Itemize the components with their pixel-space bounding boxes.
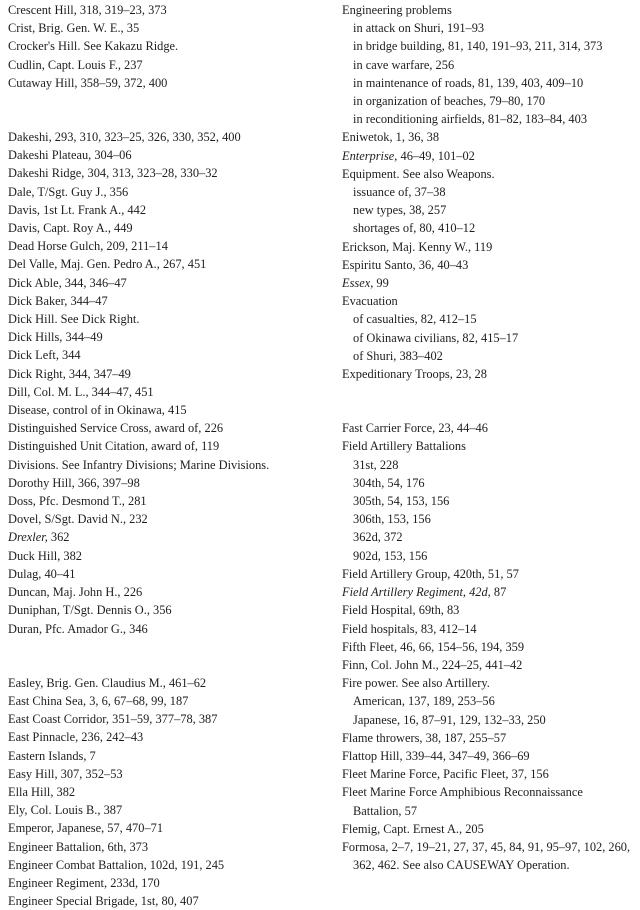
- index-entry: Dick Hill. See Dick Right.: [8, 312, 140, 327]
- index-subentry: shortages of, 80, 410–12: [353, 221, 476, 236]
- index-subentry: in attack on Shuri, 191–93: [353, 21, 485, 36]
- index-entry: Fleet Marine Force Amphibious Reconnaissance Battalion, 57: [342, 785, 583, 818]
- index-subentry: in organization of beaches, 79–80, 170: [353, 94, 546, 109]
- index-entry: Dakeshi Ridge, 304, 313, 323–28, 330–32: [8, 166, 218, 181]
- index-entry: Finn, Col. John M., 224–25, 441–42: [342, 657, 523, 672]
- index-entry: Engineer Battalion, 6th, 373: [8, 839, 149, 854]
- index-subentry: of Shuri, 383–402: [353, 348, 443, 363]
- index-entry: Field hospitals, 83, 412–14: [342, 621, 477, 636]
- index-entry: Evacuation: [342, 294, 398, 309]
- index-entry: East China Sea, 3, 6, 67–68, 99, 187: [8, 693, 189, 708]
- index-entry: [8, 528, 316, 546]
- index-subentry: 306th, 153, 156: [353, 512, 431, 527]
- index-entry: Dead Horse Gulch, 209, 211–14: [8, 239, 168, 254]
- index-entry: Fire power. See also Artillery.: [342, 676, 490, 691]
- index-column-right: [342, 1, 634, 874]
- index-entry: Field Artillery Group, 420th, 51, 57: [342, 566, 519, 581]
- index-entry-pages: 362: [47, 530, 70, 545]
- index-subentry: of casualties, 82, 412–15: [353, 312, 477, 327]
- index-entry: [342, 147, 634, 165]
- index-entry: Fifth Fleet, 46, 66, 154–56, 194, 359: [342, 639, 525, 654]
- index-entry-italic-name: Field Artillery Regiment, 42d,: [342, 585, 491, 600]
- index-entry: Dale, T/Sgt. Guy J., 356: [8, 184, 129, 199]
- index-entry-pages: 87: [490, 585, 507, 600]
- index-entry: Distinguished Unit Citation, award of, 119: [8, 439, 220, 454]
- index-entry: Crescent Hill, 318, 319–23, 373: [8, 3, 167, 17]
- index-entry: Flattop Hill, 339–44, 347–49, 366–69: [342, 748, 530, 763]
- index-entry: Del Valle, Maj. Gen. Pedro A., 267, 451: [8, 257, 207, 272]
- index-entry: Engineering problems: [342, 3, 452, 17]
- index-entry: [342, 583, 634, 601]
- index-entry: Formosa, 2–7, 19–21, 27, 37, 45, 84, 91, 95–97, 102, 260, 362, 462. See also CAUSEWAY Operation.: [342, 839, 631, 873]
- index-subentry: 902d, 153, 156: [353, 548, 428, 563]
- index-entry: Dick Baker, 344–47: [8, 293, 108, 308]
- index-entry: Ely, Col. Louis B., 387: [8, 803, 123, 818]
- index-entry: Dick Left, 344: [8, 348, 81, 363]
- index-entry: Duck Hill, 382: [8, 548, 82, 563]
- index-entry: Fast Carrier Force, 23, 44–46: [342, 421, 488, 436]
- index-subentry: in maintenance of roads, 81, 139, 403, 409–10: [353, 75, 584, 90]
- index-entry: Divisions. See Infantry Divisions; Marine Divisions.: [8, 457, 270, 472]
- index-subentry: 31st, 228: [353, 457, 399, 472]
- index-entry: Duncan, Maj. John H., 226: [8, 585, 143, 600]
- index-entry: Distinguished Service Cross, award of, 226: [8, 421, 224, 436]
- index-entry: Dick Right, 344, 347–49: [8, 366, 131, 381]
- index-entry: Erickson, Maj. Kenny W., 119: [342, 239, 493, 254]
- index-subentry: new types, 38, 257: [353, 203, 447, 218]
- index-entry: Dakeshi, 293, 310, 323–25, 326, 330, 352, 400: [8, 130, 241, 145]
- index-entry: Davis, Capt. Roy A., 449: [8, 221, 133, 236]
- index-entry: East Pinnacle, 236, 242–43: [8, 730, 144, 745]
- index-entry: Easley, Brig. Gen. Claudius M., 461–62: [8, 675, 207, 690]
- index-entry: Crist, Brig. Gen. W. E., 35: [8, 21, 140, 36]
- index-entry: Engineer Combat Battalion, 102d, 191, 245: [8, 857, 225, 872]
- index-entry: Flemig, Capt. Ernest A., 205: [342, 821, 484, 836]
- index-subentry: in reconditioning airfields, 81–82, 183–84, 403: [353, 112, 588, 127]
- index-entry: Emperor, Japanese, 57, 470–71: [8, 821, 164, 836]
- index-entry: Dick Able, 344, 346–47: [8, 275, 127, 290]
- index-subentry: issuance of, 37–38: [353, 185, 446, 200]
- index-entry: Cutaway Hill, 358–59, 372, 400: [8, 75, 168, 90]
- index-entry: Duran, Pfc. Amador G., 346: [8, 621, 148, 636]
- index-entry: Dick Hills, 344–49: [8, 330, 103, 345]
- index-subentry: 305th, 54, 153, 156: [353, 494, 450, 509]
- index-entry: East Coast Corridor, 351–59, 377–78, 387: [8, 712, 218, 727]
- index-entry: Dorothy Hill, 366, 397–98: [8, 475, 140, 490]
- index-subentry: American, 137, 189, 253–56: [353, 694, 495, 709]
- index-entry: Field Artillery Battalions: [342, 439, 466, 454]
- index-entry: Fleet Marine Force, Pacific Fleet, 37, 156: [342, 767, 549, 782]
- index-subentry: in cave warfare, 256: [353, 57, 455, 72]
- index-entry: Dakeshi Plateau, 304–06: [8, 148, 132, 163]
- index-entry: Dovel, S/Sgt. David N., 232: [8, 512, 148, 527]
- index-entry-italic-name: Enterprise,: [342, 148, 398, 163]
- index-entry-italic-name: Drexler,: [8, 530, 48, 545]
- index-entry: Disease, control of in Okinawa, 415: [8, 403, 187, 418]
- index-subentry: 362d, 372: [353, 530, 403, 545]
- index-entry: Doss, Pfc. Desmond T., 281: [8, 494, 147, 509]
- index-entry: Equipment. See also Weapons.: [342, 166, 495, 181]
- index-entry-italic-name: Essex,: [342, 276, 374, 291]
- index-entry: Ella Hill, 382: [8, 784, 76, 799]
- index-subentry: in bridge building, 81, 140, 191–93, 211, 314, 373: [353, 39, 603, 54]
- index-entry: Crocker's Hill. See Kakazu Ridge.: [8, 39, 179, 54]
- index-entry: Engineer Special Brigade, 1st, 80, 407: [8, 894, 199, 909]
- index-column-left: [8, 1, 316, 910]
- index-entry: Expeditionary Troops, 23, 28: [342, 367, 487, 382]
- index-entry: Easy Hill, 307, 352–53: [8, 766, 123, 781]
- index-entry: Eastern Islands, 7: [8, 748, 96, 763]
- index-entry: Field Hospital, 69th, 83: [342, 603, 460, 618]
- index-entry-pages: 46–49, 101–02: [397, 148, 475, 163]
- index-subentry: 304th, 54, 176: [353, 475, 425, 490]
- index-entry: Duniphan, T/Sgt. Dennis O., 356: [8, 603, 172, 618]
- index-entry-pages: 99: [373, 276, 389, 291]
- section-gap: [342, 383, 634, 419]
- index-entry: Davis, 1st Lt. Frank A., 442: [8, 202, 147, 217]
- index-entry: Espiritu Santo, 36, 40–43: [342, 257, 469, 272]
- section-gap: [8, 92, 316, 128]
- index-entry: Cudlin, Capt. Louis F., 237: [8, 57, 143, 72]
- index-entry: Engineer Regiment, 233d, 170: [8, 875, 160, 890]
- section-gap: [8, 638, 316, 674]
- index-entry: Flame throwers, 38, 187, 255–57: [342, 730, 507, 745]
- index-entry: Dulag, 40–41: [8, 566, 76, 581]
- index-entry: [342, 274, 634, 292]
- index-subentry: of Okinawa civilians, 82, 415–17: [353, 330, 519, 345]
- index-subentry: Japanese, 16, 87–91, 129, 132–33, 250: [353, 712, 546, 727]
- index-entry: Dill, Col. M. L., 344–47, 451: [8, 384, 154, 399]
- index-entry: Eniwetok, 1, 36, 38: [342, 130, 440, 145]
